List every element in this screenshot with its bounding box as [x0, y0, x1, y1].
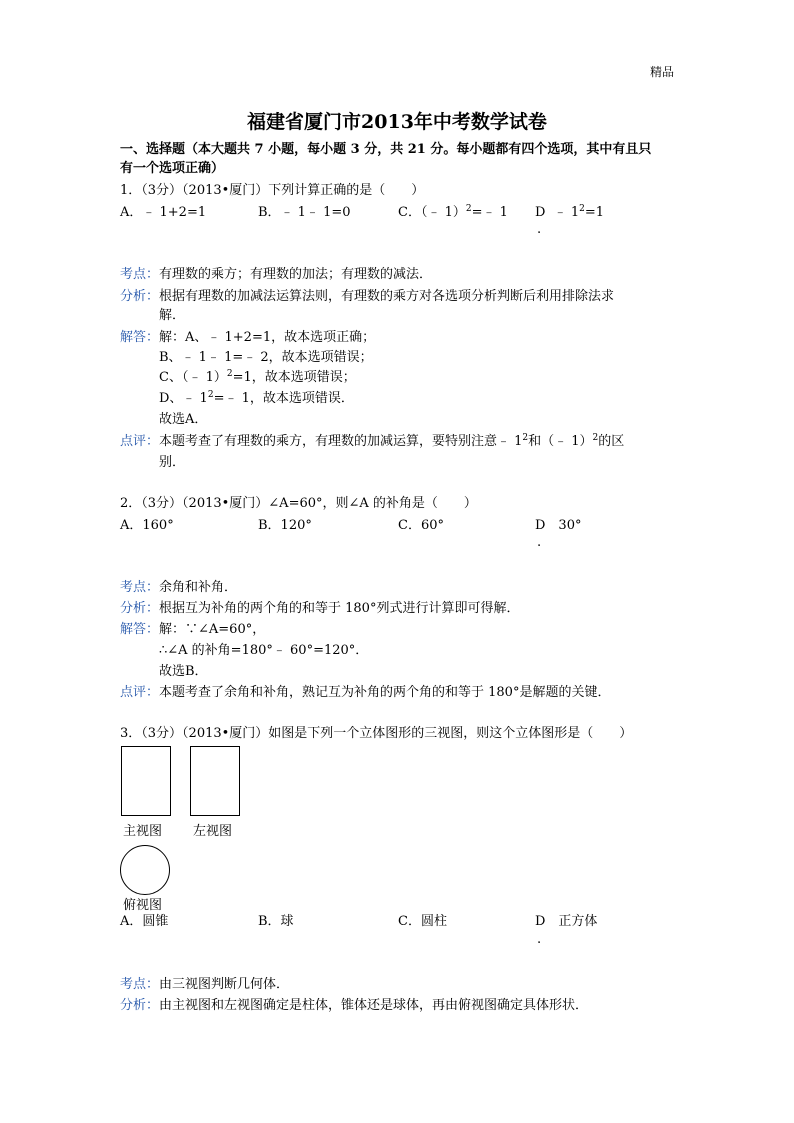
left-view-caption: 左视图	[193, 824, 233, 839]
q1-dianping-line1: 本题考查了有理数的乘方，有理数的加减运算，要特别注意﹣ $1^2$和（﹣ 1）$^2$的区	[159, 433, 625, 449]
q1-solution-line5: 故选A．	[159, 412, 208, 427]
q1-option-b: B．﹣ 1﹣ 1=0	[258, 205, 351, 220]
q1-kaodian-label: 考点：	[120, 267, 160, 282]
section-heading-line2: 有一个选项正确）	[120, 161, 225, 176]
q1-option-d: D ﹣ $1^2=1$	[535, 204, 605, 220]
q2-fenxi-text: 根据互为补角的两个角的和等于 180°列式进行计算即可得解．	[159, 601, 520, 616]
q3-kaodian-text: 由三视图判断几何体．	[159, 977, 290, 992]
q3-fenxi-text: 由主视图和左视图确定是柱体，锥体还是球体，再由俯视图确定具体形状．	[159, 998, 589, 1013]
q2-dianping-label: 点评：	[120, 685, 160, 700]
q3-option-c: C．圆柱	[398, 914, 447, 929]
q2-kaodian-label: 考点：	[120, 580, 160, 595]
q1-option-a: A．﹣ 1+2=1	[120, 205, 207, 220]
q2-option-b: B．120°	[258, 518, 312, 533]
q1-dianping-label: 点评：	[120, 434, 160, 449]
q1-dianping-line2: 别．	[159, 455, 186, 470]
q3-kaodian-label: 考点：	[120, 977, 160, 992]
q2-kaodian-text: 余角和补角．	[159, 580, 238, 595]
page-title: 福建省厦门市2013年中考数学试卷	[247, 111, 547, 133]
q2-option-a: A．160°	[120, 518, 174, 533]
q2-solution-line1: 解：∵∠A=60°，	[159, 622, 266, 637]
q1-stem: 1．（3分）（2013•厦门）下列计算正确的是（ ）	[120, 183, 425, 198]
top-view-caption: 俯视图	[123, 898, 163, 913]
q1-solution-line4: D、﹣ $1^2=﹣$ 1，故本选项错误．	[159, 390, 354, 406]
q1-fenxi-label: 分析：	[120, 289, 160, 304]
q2-dianping-text: 本题考查了余角和补角，熟记互为补角的两个角的和等于 180°是解题的关键．	[159, 685, 611, 700]
front-view-rectangle	[121, 746, 171, 816]
q3-stem: 3．（3分）（2013•厦门）如图是下列一个立体图形的三视图，则这个立体图形是（ ）	[120, 726, 633, 741]
q1-solution-line2: B、﹣ 1﹣ 1=﹣ 2，故本选项错误；	[159, 350, 373, 365]
q2-solution-line3: 故选B．	[159, 664, 208, 679]
q2-jieda-label: 解答：	[120, 622, 160, 637]
q2-stem: 2．（3分）（2013•厦门）∠A=60°，则∠A 的补角是（ ）	[120, 496, 477, 511]
top-view-circle	[120, 845, 170, 895]
q1-option-c: C．（﹣ 1）$^2$=﹣ 1	[398, 204, 508, 220]
q2-option-d: D 30°	[535, 518, 582, 533]
front-view-caption: 主视图	[123, 824, 163, 839]
header-tag: 精品	[650, 65, 675, 79]
q1-option-d-dot: .	[537, 222, 542, 237]
q3-option-b: B．球	[258, 914, 294, 929]
q2-solution-line2: ∴∠A 的补角=180°﹣ 60°=120°．	[159, 643, 369, 658]
q3-option-a: A．圆锥	[120, 914, 169, 929]
q3-option-d: D 正方体	[535, 914, 598, 929]
q2-fenxi-label: 分析：	[120, 601, 160, 616]
q1-solution-line3: C、（﹣ 1）$^2$=1，故本选项错误；	[159, 369, 356, 385]
q1-kaodian-text: 有理数的乘方；有理数的加法；有理数的减法．	[159, 267, 433, 282]
q2-option-d-dot: .	[537, 535, 542, 550]
section-heading-line1: 一、选择题（本大题共 7 小题，每小题 3 分，共 21 分。每小题都有四个选项，其中有且只	[120, 142, 652, 157]
q1-jieda-label: 解答：	[120, 330, 160, 345]
q1-solution-line1: 解：A、﹣ 1+2=1，故本选项正确；	[159, 330, 376, 345]
left-view-rectangle	[190, 746, 240, 816]
q3-option-d-dot: .	[537, 932, 542, 947]
q1-fenxi-line2: 解．	[159, 308, 186, 323]
q3-fenxi-label: 分析：	[120, 998, 160, 1013]
q2-option-c: C．60°	[398, 518, 444, 533]
q1-fenxi-line1: 根据有理数的加减法运算法则，有理数的乘方对各选项分析判断后利用排除法求	[159, 289, 615, 304]
